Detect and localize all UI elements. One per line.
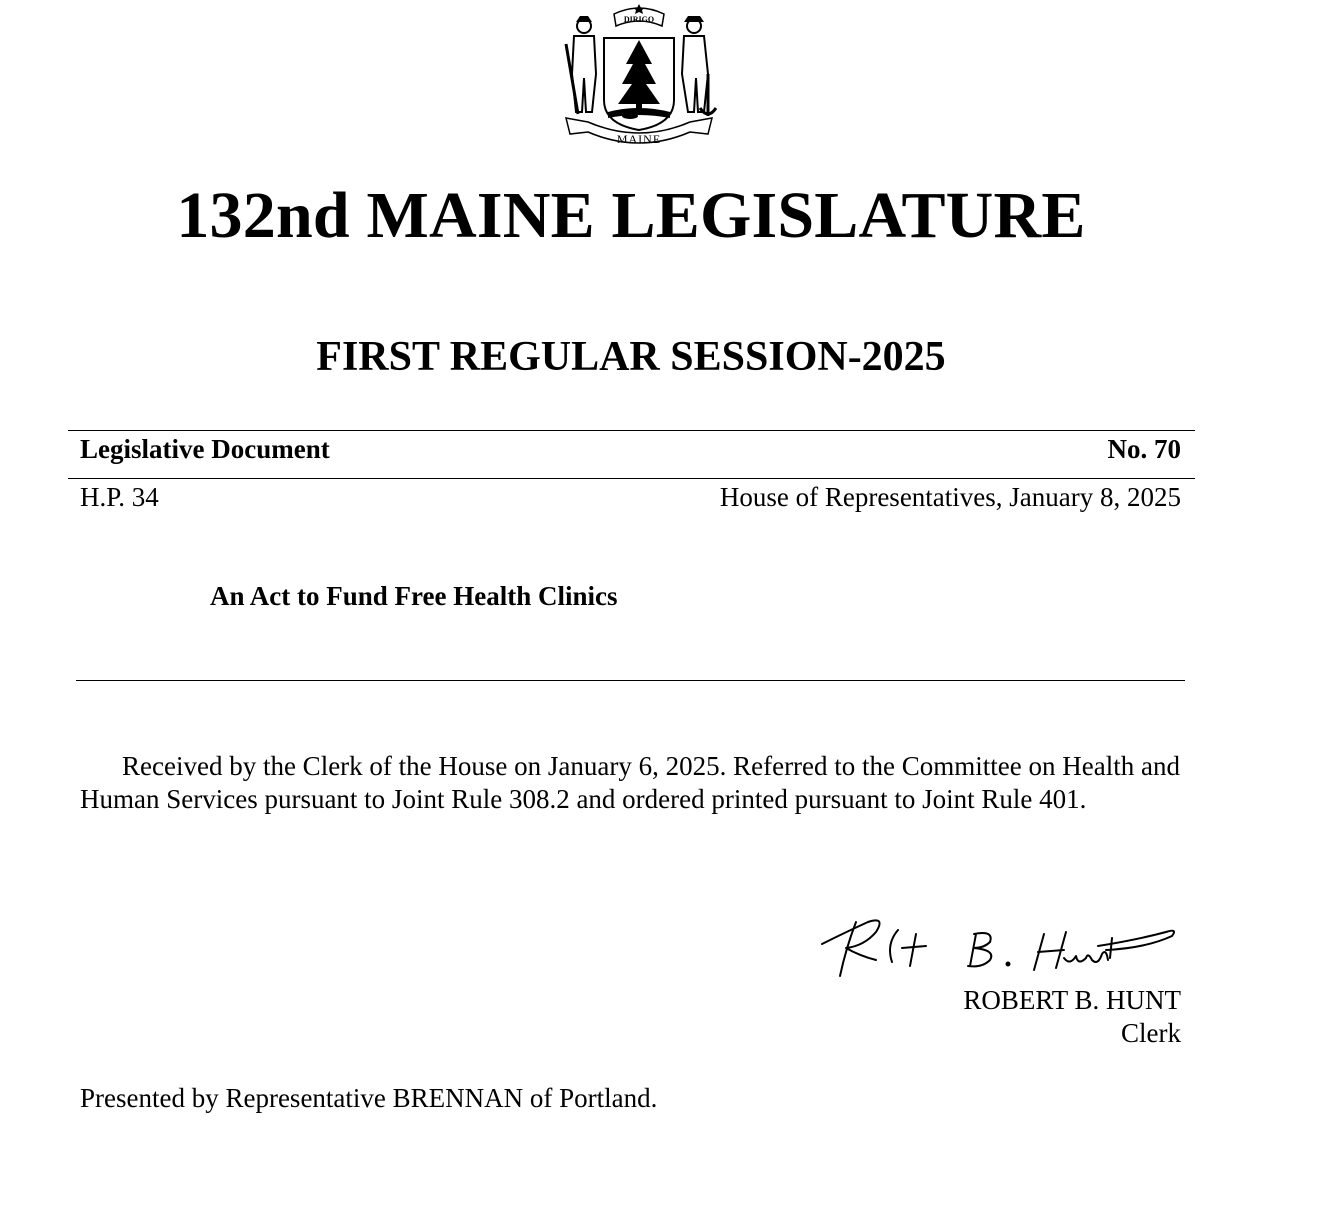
legislature-title: 132nd MAINE LEGISLATURE <box>176 179 1086 252</box>
act-title: An Act to Fund Free Health Clinics <box>210 581 618 611</box>
chamber-date: House of Representatives, January 8, 2025 <box>719 482 1181 512</box>
clerk-signature <box>816 908 1182 984</box>
session-title: FIRST REGULAR SESSION-2025 <box>316 334 946 380</box>
maine-state-seal <box>558 4 720 154</box>
svg-text:MAINE: MAINE <box>616 132 662 146</box>
house-paper-number: H.P. 34 <box>80 482 159 512</box>
bottom-divider <box>76 680 1185 681</box>
presented-by: Presented by Representative BRENNAN of Portland. <box>80 1083 658 1113</box>
top-divider <box>68 430 1195 431</box>
document-number: No. 70 <box>1107 434 1181 464</box>
middle-divider <box>68 478 1195 479</box>
clerk-title: Clerk <box>1121 1018 1181 1048</box>
clerk-name: ROBERT B. HUNT <box>963 985 1181 1015</box>
svg-text:DIRIGO: DIRIGO <box>623 15 655 24</box>
legislative-document-label: Legislative Document <box>80 434 330 464</box>
referral-paragraph: Received by the Clerk of the House on January 6, 2025. Referred to the Committee on Health and Human Services pursuant to Joint Rule 308.2 and ordered printed pursuant to Joint Rule 401. <box>80 751 1180 814</box>
